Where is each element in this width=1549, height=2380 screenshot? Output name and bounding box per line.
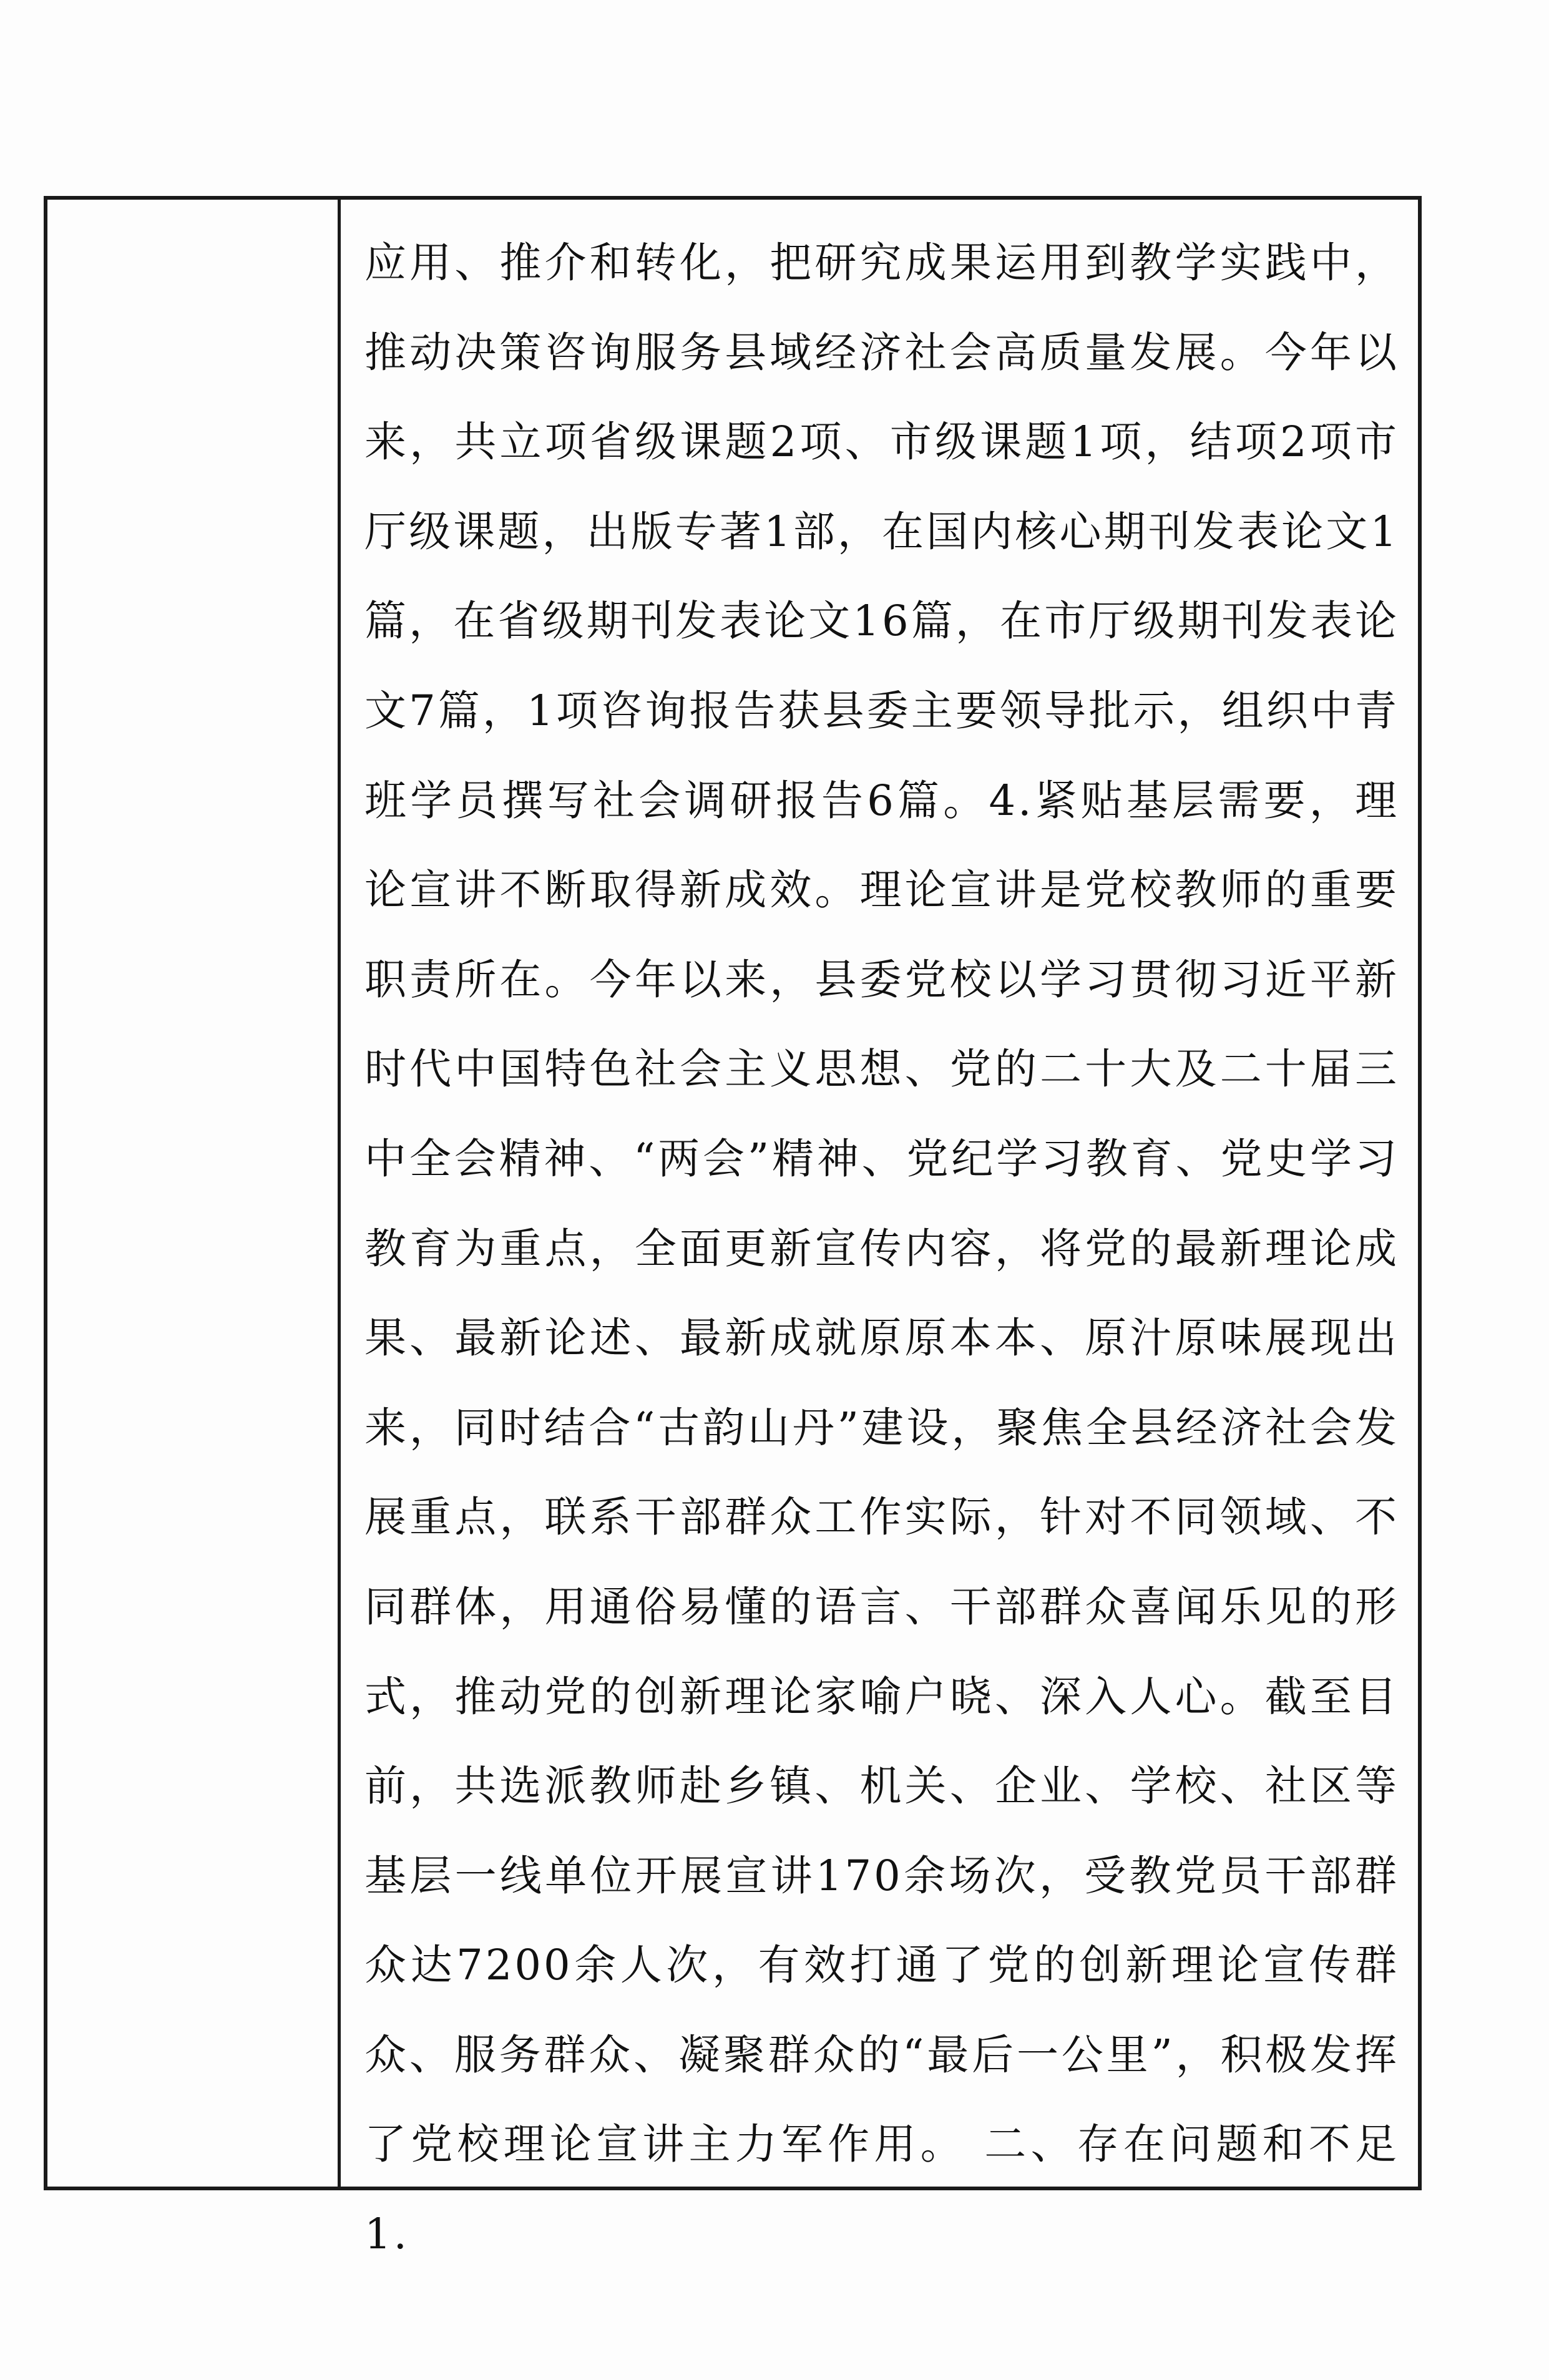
- form-table: [44, 196, 1422, 2259]
- label-cell: [47, 200, 341, 2187]
- body-text: 应用、推介和转化，把研究成果运用到教学实践中，推动决策咨询服务县域经济社会高质量发展。今年以来，共立项省级课题2项、市级课题1项，结项2项市厅级课题，出版专著1部，在国内核心期刊发表论文1篇，在省级期刊发表论文16篇，在市厅级期刊发表论文7篇，1项咨询报告获县委主要领导批示，组织中青班学员撰写社会调研报告6篇。4.紧贴基层需要，理论宣讲不断取得新成效。理论宣讲是党校教师的重要职责所在。今年以来，县委党校以学习贯彻习近平新时代中国特色社会主义思想、党的二十大及二十届三中全会精神、“两会”精神、党纪学习教育、党史学习教育为重点，全面更新宣传内容，将党的最新理论成果、最新论述、最新成就原原本本、原汁原味展现出来，同时结合“古韵山丹”建设，聚焦全县经济社会发展重点，联系干部群众工作实际，针对不同领域、不同群体，用通俗易懂的语言、干部群众喜闻乐见的形式，推动党的创新理论家喻户晓、深入人心。截至目前，共选派教师赴乡镇、机关、企业、学校、社区等基层一线单位开展宣讲170余场次，受教党员干部群众达7200余人次，有效打通了党的创新理论宣传群众、服务群众、凝聚群众的“最后一公里”，积极发挥了党校理论宣讲主力军作用。 二、存在问题和不足 1.: [364, 238, 1399, 2259]
- content-cell: [341, 200, 1418, 2259]
